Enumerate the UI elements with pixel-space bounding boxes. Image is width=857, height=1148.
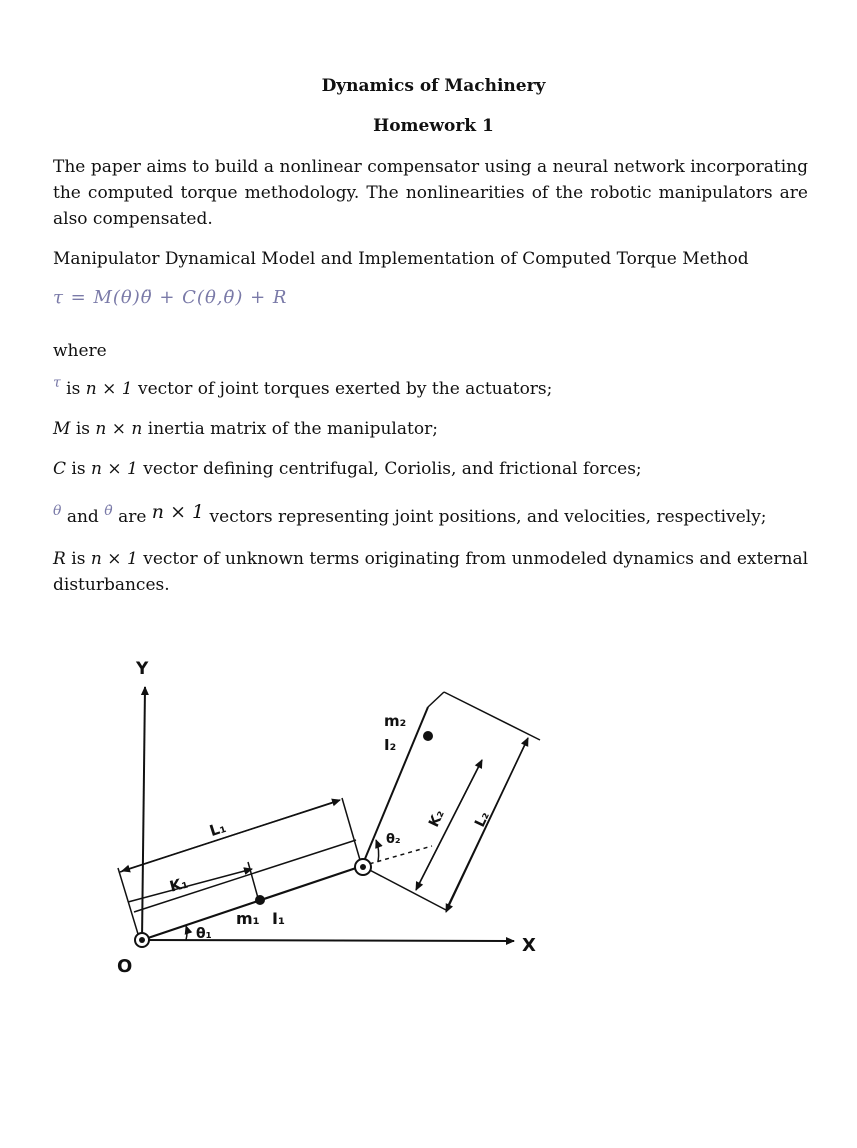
r-dim: n × 1 xyxy=(90,549,138,569)
theta1-arc xyxy=(186,926,187,940)
theta2-label: θ₂ xyxy=(386,832,401,847)
c-text: vector defining centrifugal, Coriolis, and frictional forces; xyxy=(143,459,642,479)
link2-top-line xyxy=(428,692,444,707)
link1-left-edge xyxy=(118,868,138,934)
course-title: Dynamics of Machinery xyxy=(321,76,546,96)
link2-top-edge xyxy=(444,692,540,740)
m-dim: n × n xyxy=(95,419,143,439)
l2-label: L₂ xyxy=(472,809,493,830)
l1-label: L₁ xyxy=(207,817,229,841)
theta2-arc xyxy=(376,840,379,862)
where-label: where xyxy=(53,341,107,361)
tau-text: vector of joint torques exerted by the actuators; xyxy=(137,379,553,399)
i2-label: I₂ xyxy=(384,736,397,754)
y-axis-label: Y xyxy=(136,659,149,679)
link1-right-edge xyxy=(342,798,360,860)
link1-com-point xyxy=(255,895,265,905)
elbow-joint xyxy=(355,859,371,875)
theta-text: vectors representing joint positions, and velocities, respectively; xyxy=(209,507,767,527)
theta-dim: n × 1 xyxy=(151,501,205,523)
link1-upper-line xyxy=(134,840,356,912)
tau-dim: n × 1 xyxy=(85,379,133,399)
x-axis-label: X xyxy=(522,935,536,956)
k2-dimension-back xyxy=(416,760,482,890)
r-symbol: R xyxy=(53,549,66,569)
m-symbol: M xyxy=(53,419,71,439)
origin-joint xyxy=(135,933,149,947)
theta2-reference-line xyxy=(362,846,432,866)
torque-equation: τ = M(θ)θ̈ + C(θ,θ̇) + R xyxy=(53,287,288,308)
tau-is: is xyxy=(66,379,81,399)
i1-label: I₁ xyxy=(272,909,285,928)
theta1-label: θ₁ xyxy=(196,926,212,942)
m1-label: m₁ xyxy=(236,909,260,928)
theta-dot-symbol: θ̇ xyxy=(104,503,113,519)
m-text: inertia matrix of the manipulator; xyxy=(147,419,438,439)
homework-title: Homework 1 xyxy=(373,116,494,136)
m2-label: m₂ xyxy=(384,712,407,730)
section-heading: Manipulator Dynamical Model and Implementation of Computed Torque Method xyxy=(53,249,749,269)
l1-dimension-line-back xyxy=(122,801,338,871)
k1-label: K₁ xyxy=(167,873,190,896)
theta-are: are xyxy=(118,507,147,527)
origin-label: O xyxy=(117,956,133,977)
r-text: vector of unknown terms originating from unmodeled dynamics and external disturbances. xyxy=(53,549,809,595)
c-is: is xyxy=(71,459,86,479)
theta-symbol: θ xyxy=(53,503,62,519)
r-is: is xyxy=(71,549,86,569)
link2-right-line xyxy=(362,866,446,910)
y-axis-line xyxy=(142,687,145,940)
c-dim: n × 1 xyxy=(91,459,138,479)
theta-and: and xyxy=(66,507,99,527)
c-symbol: C xyxy=(53,459,67,479)
tau-symbol: τ xyxy=(53,375,61,391)
k1-dimension-line xyxy=(128,869,252,902)
link2-com-point xyxy=(423,731,433,741)
m-is: is xyxy=(75,419,90,439)
intro-paragraph: The paper aims to build a nonlinear compensator using a neural network incorporating the computed torque methodology. The nonlinearities of the robotic manipulators are also compensated. xyxy=(53,157,808,229)
k1-tick xyxy=(248,862,258,898)
k2-label: K₂ xyxy=(426,807,448,830)
